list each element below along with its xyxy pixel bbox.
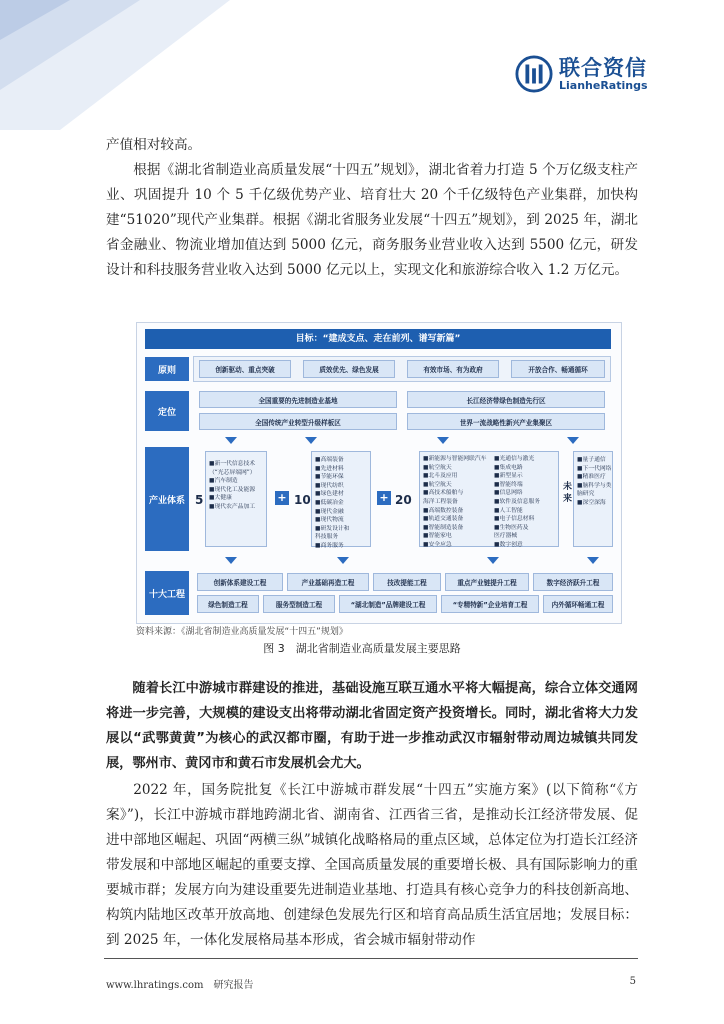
industry-group-future: ■量子通信 ■下一代网络 ■精准医疗 ■脑科学与类 脑研究 ■深空深海 (573, 451, 613, 547)
position-item: 世界一流战略性新兴产业集聚区 (407, 413, 605, 430)
down-arrow-icon (437, 437, 449, 444)
down-arrow-icon (487, 557, 499, 564)
position-item: 全国传统产业转型升级样板区 (199, 413, 397, 430)
plus-icon: + (377, 491, 391, 505)
position-item: 全国重要的先进制造业基地 (199, 391, 397, 408)
project-item: 创新体系建设工程 (197, 573, 283, 591)
figure-caption: 图 3 湖北省制造业高质量发展主要思路 (263, 642, 461, 655)
paragraph-2: 随着长江中游城市群建设的推进，基础设施互联互通水平将大幅提高，综合立体交通网将进一步完善，大规模的建设支出将带动湖北省固定资产投资增长。同时，湖北省将大力发展以“武鄂黄黄”为核心的武汉都市圈，有助于进一步推动武汉市辐射带动周边城镇共同发展，鄂州市、黄冈市和黄石市发展机会尤大。 (106, 681, 638, 771)
brand-name-cn: 联合资信 (559, 55, 647, 80)
industry-count-20: 20 (395, 493, 412, 507)
down-arrow-icon (337, 557, 349, 564)
down-arrow-icon (225, 557, 237, 564)
principle-item: 有效市场、有为政府 (407, 360, 499, 378)
project-item: 重点产业链提升工程 (445, 573, 529, 591)
principle-label: 原则 (145, 357, 189, 381)
project-item: 绿色制造工程 (197, 595, 259, 613)
down-arrow-icon (225, 437, 237, 444)
principle-item: 创新驱动、重点突破 (199, 360, 291, 378)
industry-group-5: ■新一代信息技术 （“光芯屏端网”） ■汽车制造 ■现代化工及能源 ■大健康 ■现代农产品加工 (205, 451, 267, 547)
industry-group-10: ■高端装备 ■先进材料 ■节能环保 ■现代纺织 ■绿色建材 ■低碳冶金 ■现代金融 ■现代物流 ■研发设计和 科技服务 ■商务服务 (311, 451, 371, 547)
brand-logo (515, 55, 648, 93)
industry-group-20: ■新能源与智能网联汽车 ■航空航天 ■北斗及应用 ■航空航天 ■高技术船舶与 海洋工程装备 ■高端数控装备 ■轨道交通装备 ■智能制造装备 ■智能家电 ■安全应急 ■光通信与激光 ■集成电路 ■新型显示 ■智能终端 ■信息网络 ■软件及信息服务 ■人工智能 ■电子信息材料 ■生物医药及 医疗器械 ■数字创意 (419, 451, 559, 547)
down-arrow-icon (305, 437, 317, 444)
project-item: “专精特新”企业培育工程 (441, 595, 539, 613)
paragraph-3: 2022 年，国务院批复《长江中游城市群发展“十四五”实施方案》(以下简称“《方案》”)，长江中游城市群地跨湖北省、湖南省、江西省三省，是推动长江经济带发展、促进中部地区崛起、巩固“两横三纵”城镇化战略格局的重点区域，总体定位为打造长江经济带发展和中部地区崛起的重要支撑、全国高质量发展的重要增长极、具有国际影响力的重要城市群；发展方向为建设重要先进制造业基地、打造具有核心竞争力的科技创新高地、构筑内陆地区改革开放高地、创建绿色发展先行区和培育高品质生活宜居地；发展目标：到 2025 年，一体化发展格局基本形成，省会城市辐射带动作 (106, 782, 638, 948)
down-arrow-icon (567, 437, 579, 444)
paragraph-0: 产值相对较高。 (106, 137, 202, 153)
project-item: 服务型制造工程 (263, 595, 335, 613)
strategy-diagram (136, 322, 622, 624)
plus-icon: + (275, 491, 289, 505)
principle-item: 质效优先、绿色发展 (303, 360, 395, 378)
position-item: 长江经济带绿色制造先行区 (407, 391, 605, 408)
project-item: “湖北制造”品牌建设工程 (339, 595, 437, 613)
page-number: 5 (629, 976, 636, 987)
industry-count-5: 5 (195, 493, 204, 507)
lianhe-logo-icon (515, 55, 553, 93)
footer-rule (104, 958, 638, 959)
future-label: 未来 (563, 482, 573, 504)
industry-label: 产业体系 (145, 447, 189, 551)
principle-item: 开放合作、畅通循环 (511, 360, 605, 378)
project-item: 技改提能工程 (373, 573, 441, 591)
project-item: 内外循环畅通工程 (543, 595, 613, 613)
footer-site: www.lhratings.com 研究报告 (106, 980, 254, 991)
project-item: 产业基础再造工程 (287, 573, 369, 591)
goal-banner: 目标：“建成支点、走在前列、谱写新篇” (145, 329, 611, 349)
position-label: 定位 (145, 391, 189, 431)
paragraph-1: 根据《湖北省制造业高质量发展“十四五”规划》，湖北省着力打造 5 个万亿级支柱产业、巩固提升 10 个 5 千亿级优势产业、培育壮大 20 个千亿级特色产业集群，加快构建“51020”现代产业集群。根据《湖北省服务业发展“十四五”规划》，到 2025 年，湖北省金融业、物流业增加值达到 5000 亿元，商务服务业营业收入达到 5500 亿元，研发设计和科技服务营业收入达到 5000 亿元以上，实现文化和旅游综合收入 1.2 万亿元。 (106, 162, 638, 278)
figure-source: 资料来源：《湖北省制造业高质量发展“十四五”规划》 (136, 627, 348, 637)
project-item: 数字经济跃升工程 (533, 573, 613, 591)
brand-name-en: LianheRatings (559, 78, 648, 92)
header-decoration (0, 0, 320, 130)
down-arrow-icon (587, 557, 599, 564)
industry-count-10: 10 (294, 493, 311, 507)
projects-label: 十大工程 (145, 571, 189, 615)
